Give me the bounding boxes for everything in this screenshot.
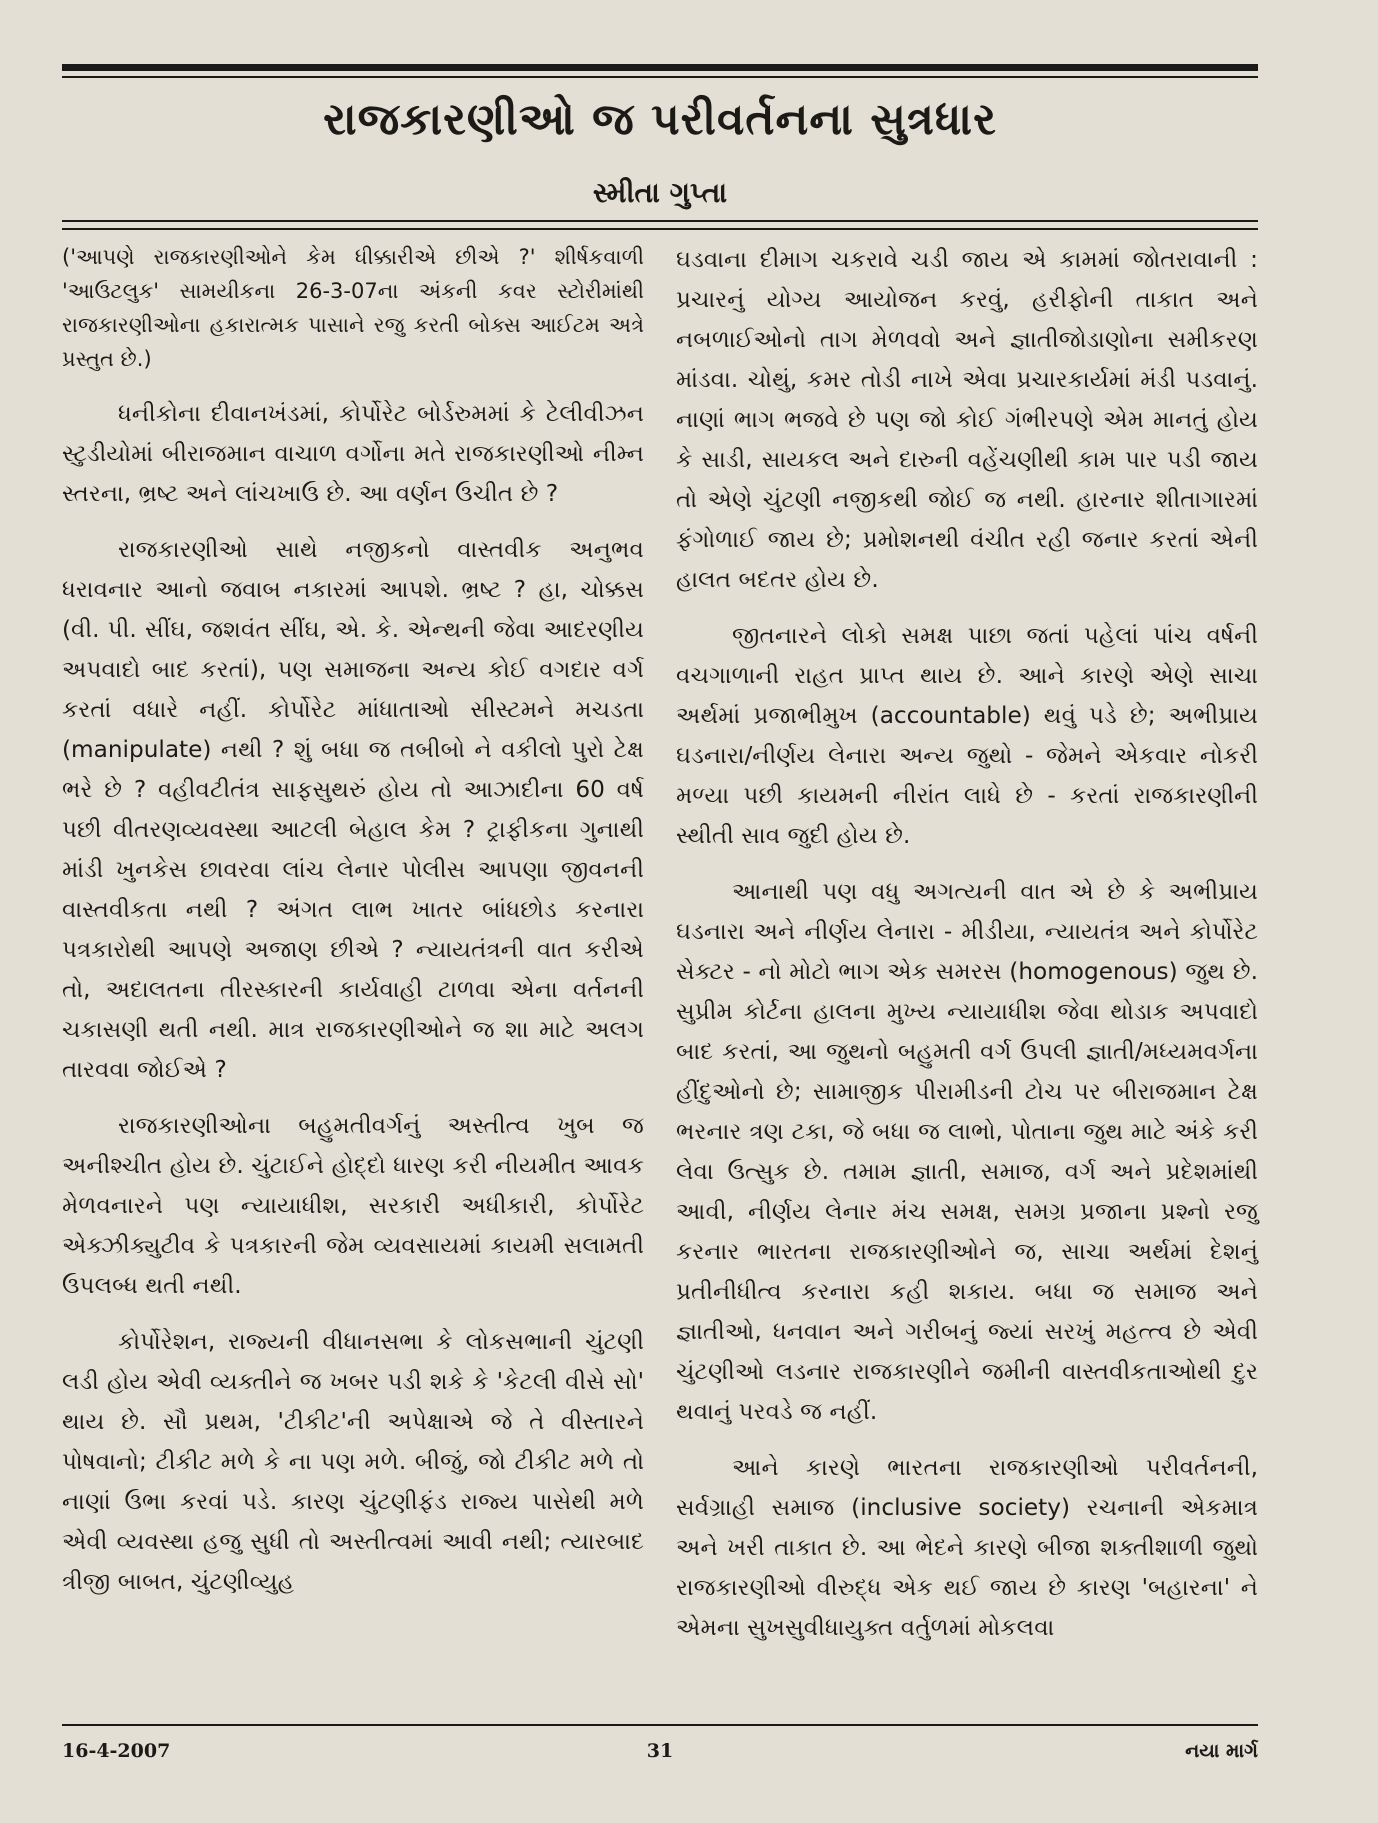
article-author: સ્મીતા ગુપ્તા bbox=[592, 176, 728, 209]
page-number: 31 bbox=[646, 1740, 674, 1762]
paragraph: આનાથી પણ વધુ અગત્યની વાત એ છે કે અભીપ્રાય ઘડનારા અને નીર્ણય લેનારા - મીડીયા, ન્યાયતંત્ર અને કોર્પોરેટ સેક્ટર - નો મોટો ભાગ એક સમરસ (homogenous) જુથ છે. સુપ્રીમ કોર્ટના હાલના મુખ્ય ન્યાયાધીશ જેવા થોડાક અપવાદો બાદ કરતાં, આ જુથનો બહુમતી વર્ગ ઉપલી જ્ઞાતી/મધ્યમવર્ગના હીંદુઓનો છે; સામાજીક પીરામીડની ટોચ પર બીરાજમાન ટેક્ષ ભરનાર ત્રણ ટકા, જે બધા જ લાભો, પોતાના જુથ માટે અંકે કરી લેવા ઉત્સુક છે. તમામ જ્ઞાતી, સમાજ, વર્ગ અને પ્રદેશમાંથી આવી, નીર્ણય લેનાર મંચ સમક્ષ, સમગ્ર પ્રજાના પ્રશ્નો રજુ કરનાર ભારતના રાજકારણીઓને જ, સાચા અર્થમાં દેશનું પ્રતીનીધીત્વ કરનારા કહી શકાય. બધા જ સમાજ અને જ્ઞાતીઓ, ધનવાન અને ગરીબનું જ્યાં સરખું મહત્ત્વ છે એવી ચુંટણીઓ લડનાર રાજકારણીને જમીની વાસ્તવીકતાઓથી દુર થવાનું પરવડે જ નહીં. bbox=[676, 878, 1258, 1425]
top-rule-thin bbox=[62, 76, 1258, 78]
top-rule bbox=[62, 64, 1258, 71]
article-title: રાજકારણીઓ જ પરીવર્તનના સુત્રધાર bbox=[323, 94, 997, 145]
footer-rule bbox=[62, 1724, 1258, 1726]
intro-note: ('આપણે રાજકારણીઓને કેમ ધીક્કારીએ છીએ ?' શીર્ષકવાળી 'આઉટલુક' સામયીકના 26-3-07ના અંકની કવર સ્ટોરીમાંથી રાજકારણીઓના હકારાત્મક પાસાને રજુ કરતી બોક્સ આઈટમ અત્રે પ્રસ્તુત છે.) bbox=[62, 245, 644, 371]
paragraph: કોર્પોરેશન, રાજ્યની વીધાનસભા કે લોકસભાની ચુંટણી લડી હોય એવી વ્યક્તીને જ ખબર પડી શકે કે 'કેટલી વીસે સો' થાય છે. સૌ પ્રથમ, 'ટીકીટ'ની અપેક્ષાએ જે તે વીસ્તારને પોષવાનો; ટીકીટ મળે કે ના પણ મળે. બીજું, જો ટીકીટ મળે તો નાણાં ઉભા કરવાં પડે. કારણ ચુંટણીફંડ રાજ્ય પાસેથી મળે એવી વ્યવસ્થા હજુ સુધી તો અસ્તીત્વમાં આવી નથી; ત્યારબાદ ત્રીજી બાબત, ચુંટણીવ્યુહ bbox=[62, 1328, 644, 1595]
paragraph: રાજકારણીઓના બહુમતીવર્ગનું અસ્તીત્વ ખુબ જ અનીશ્ચીત હોય છે. ચુંટાઈને હોદ્દો ધારણ કરી નીયમીત આવક મેળવનારને પણ ન્યાયાધીશ, સરકારી અધીકારી, કોર્પોરેટ એક્ઝીક્યુટીવ કે પત્રકારની જેમ વ્યવસાયમાં કાયમી સલામતી ઉપલબ્ધ થતી નથી. bbox=[62, 1112, 644, 1299]
right-column bbox=[676, 240, 1258, 1641]
header-rule bbox=[62, 220, 1258, 222]
paragraph: આને કારણે ભારતના રાજકારણીઓ પરીવર્તનની, સર્વગ્રાહી સમાજ (inclusive society) રચનાની એકમાત્ર અને ખરી તાકાત છે. આ ભેદને કારણે બીજા શક્તીશાળી જુથો રાજકારણીઓ વીરુદ્ધ એક થઈ જાય છે કારણ 'બહારના' ને એમના સુખસુવીધાયુક્ત વર્તુળમાં મોકલવા bbox=[676, 1454, 1258, 1641]
paragraph: ઘડવાના દીમાગ ચકરાવે ચડી જાય એ કામમાં જોતરાવાની : પ્રચારનું યોગ્ય આયોજન કરવું, હરીફોની તાકાત અને નબળાઈઓનો તાગ મેળવવો અને જ્ઞાતીજોડાણોના સમીકરણ માંડવા. ચોથું, કમર તોડી નાખે એવા પ્રચારકાર્યમાં મંડી પડવાનું. નાણાં ભાગ ભજવે છે પણ જો કોઈ ગંભીરપણે એમ માનતું હોય કે સાડી, સાયકલ અને દારુની વહેંચણીથી કામ પાર પડી જાય તો એણે ચુંટણી નજીકથી જોઈ જ નથી. હારનાર શીતાગારમાં ફંગોળાઈ જાય છે; પ્રમોશનથી વંચીત રહી જનાર કરતાં એની હાલત બદતર હોય છે. bbox=[676, 246, 1258, 593]
issue-date: 16-4-2007 bbox=[62, 1740, 171, 1762]
magazine-name: નયા માર્ગ bbox=[1185, 1740, 1258, 1762]
paragraph: ધનીકોના દીવાનખંડમાં, કોર્પોરેટ બોર્ડરુમમાં કે ટેલીવીઝન સ્ટુડીયોમાં બીરાજમાન વાચાળ વર્ગોના મતે રાજકારણીઓ નીમ્ન સ્તરના, ભ્રષ્ટ અને લાંચખાઉ છે. આ વર્ણન ઉચીત છે ? bbox=[62, 400, 644, 507]
header-rule-2 bbox=[62, 228, 1258, 230]
paragraph: જીતનારને લોકો સમક્ષ પાછા જતાં પહેલાં પાંચ વર્ષની વચગાળાની રાહત પ્રાપ્ત થાય છે. આને કારણે એણે સાચા અર્થમાં પ્રજાભીમુખ (accountable) થવું પડે છે; અભીપ્રાય ઘડનારા/નીર્ણય લેનારા અન્ય જુથો - જેમને એકવાર નોકરી મળ્યા પછી કાયમની નીરાંત લાધે છે - કરતાં રાજકારણીની સ્થીતી સાવ જુદી હોય છે. bbox=[676, 622, 1258, 849]
paragraph: રાજકારણીઓ સાથે નજીકનો વાસ્તવીક અનુભવ ધરાવનાર આનો જવાબ નકારમાં આપશે. ભ્રષ્ટ ? હા, ચોક્કસ (વી. પી. સીંઘ, જશવંત સીંઘ, એ. કે. એન્થની જેવા આદરણીય અપવાદો બાદ કરતાં), પણ સમાજના અન્ય કોઈ વગદાર વર્ગ કરતાં વધારે નહીં. કોર્પોરેટ માંધાતાઓ સીસ્ટમને મચડતા (manipulate) નથી ? શું બધા જ તબીબો ને વકીલો પુરો ટેક્ષ ભરે છે ? વહીવટીતંત્ર સાફસુથરું હોય તો આઝાદીના 60 વર્ષ પછી વીતરણવ્યવસ્થા આટલી બેહાલ કેમ ? ટ્રાફીકના ગુનાથી માંડી ખુનકેસ છાવરવા લાંચ લેનાર પોલીસ આપણા જીવનની વાસ્તવીકતા નથી ? અંગત લાભ ખાતર બાંધછોડ કરનારા પત્રકારોથી આપણે અજાણ છીએ ? ન્યાયતંત્રની વાત કરીએ તો, અદાલતના તીરસ્કારની કાર્યવાહી ટાળવા એના વર્તનની ચકાસણી થતી નથી. માત્ર રાજકારણીઓને જ શા માટે અલગ તારવવા જોઈએ ? bbox=[62, 536, 644, 1083]
left-column bbox=[62, 240, 644, 1620]
